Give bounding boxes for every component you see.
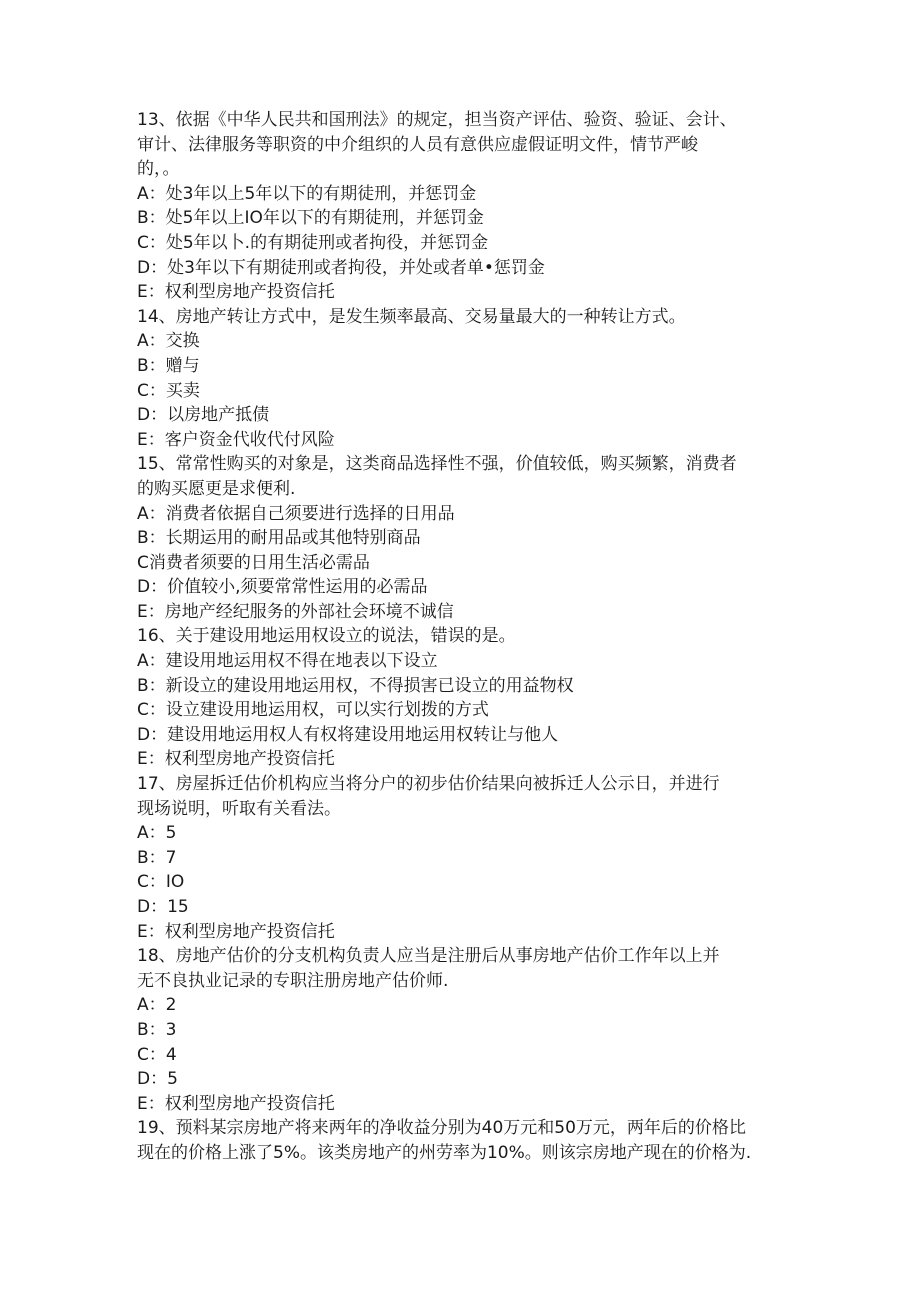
question-text: 18、房地产估价的分支机构负责人应当是注册后从事房地产估价工作年以上并	[137, 946, 720, 967]
option-d: D：以房地产抵债	[137, 405, 270, 426]
option-b: B：3	[137, 1019, 177, 1040]
option-b: B：赠与	[137, 355, 200, 376]
option-d: D：建设用地运用权人有权将建设用地运用权转让与他人	[137, 724, 559, 745]
option-e: E：客户资金代收代付风险	[137, 429, 335, 450]
question-19	[137, 1116, 837, 1165]
question-text: 17、房屋拆迁估价机构应当将分户的初步估价结果向被拆迁人公示日，并进行	[137, 774, 720, 795]
question-text: 现场说明，听取有关看法。	[137, 798, 341, 819]
document-body	[137, 108, 837, 1166]
option-e: E：权利型房地产投资信托	[137, 1093, 335, 1114]
option-d: D：价值较小,须要常常性运用的必需品	[137, 577, 428, 598]
option-d: D：处3年以下有期徒刑或者拘役，并处或者单•惩罚金	[137, 257, 545, 278]
question-text: 审计、法律服务等职资的中介组织的人员有意供应虚假证明文件，情节严峻	[137, 134, 698, 155]
option-b: B：长期运用的耐用品或其他特别商品	[137, 528, 421, 549]
option-b: B：7	[137, 847, 177, 868]
option-a: A：交换	[137, 331, 200, 352]
question-16	[137, 624, 837, 772]
option-a: A：5	[137, 823, 177, 844]
option-e: E：权利型房地产投资信托	[137, 921, 335, 942]
question-text: 无不良执业记录的专职注册房地产估价师.	[137, 970, 449, 991]
option-a: A：建设用地运用权不得在地表以下设立	[137, 651, 438, 672]
question-15	[137, 452, 837, 624]
question-text: 的购买愿更是求便利.	[137, 478, 296, 499]
option-d: D：5	[137, 1069, 178, 1090]
option-a: A：处3年以上5年以下的有期徒刑，并惩罚金	[137, 183, 477, 204]
question-13	[137, 108, 837, 305]
option-b: B：处5年以上IO年以下的有期徒刑，并惩罚金	[137, 208, 484, 229]
question-text: 的，。	[137, 159, 180, 180]
option-c: C消费者须要的日用生活必需品	[137, 552, 370, 573]
question-text: 现在的价格上涨了5%。该类房地产的州劳率为10%。则该宗房地产现在的价格为.	[137, 1142, 752, 1163]
question-text: 13、依据《中华人民共和国刑法》的规定，担当资产评估、验资、验证、会计、	[137, 110, 737, 130]
option-c: C：买卖	[137, 380, 200, 401]
option-d: D：15	[137, 897, 189, 917]
option-a: A：消费者依据自己须要进行选择的日用品	[137, 503, 455, 524]
question-text: 19、预料某宗房地产将来两年的净收益分别为40万元和50万元，两年后的价格比	[137, 1118, 746, 1139]
question-17	[137, 772, 837, 944]
option-c: C：4	[137, 1044, 177, 1065]
question-text: 14、房地产转让方式中，是发生频率最高、交易量最大的一种转让方式。	[137, 306, 686, 327]
option-c: C：设立建设用地运用权，可以实行划拨的方式	[137, 700, 489, 721]
option-e: E：权利型房地产投资信托	[137, 749, 335, 770]
question-14	[137, 305, 837, 453]
option-a: A：2	[137, 995, 177, 1016]
option-b: B：新设立的建设用地运用权，不得损害已设立的用益物权	[137, 675, 574, 696]
option-c: C：IO	[137, 872, 185, 893]
question-text: 16、关于建设用地运用权设立的说法，错误的是。	[137, 626, 516, 647]
option-c: C：处5年以卜.的有期徒刑或者拘役，并惩罚金	[137, 232, 489, 253]
option-e: E：房地产经纪服务的外部社会环境不诚信	[137, 601, 454, 622]
question-18	[137, 944, 837, 1116]
question-text: 15、常常性购买的对象是，这类商品选择性不强，价值较低，购买频繁，消费者	[137, 454, 737, 475]
option-e: E：权利型房地产投资信托	[137, 282, 335, 303]
